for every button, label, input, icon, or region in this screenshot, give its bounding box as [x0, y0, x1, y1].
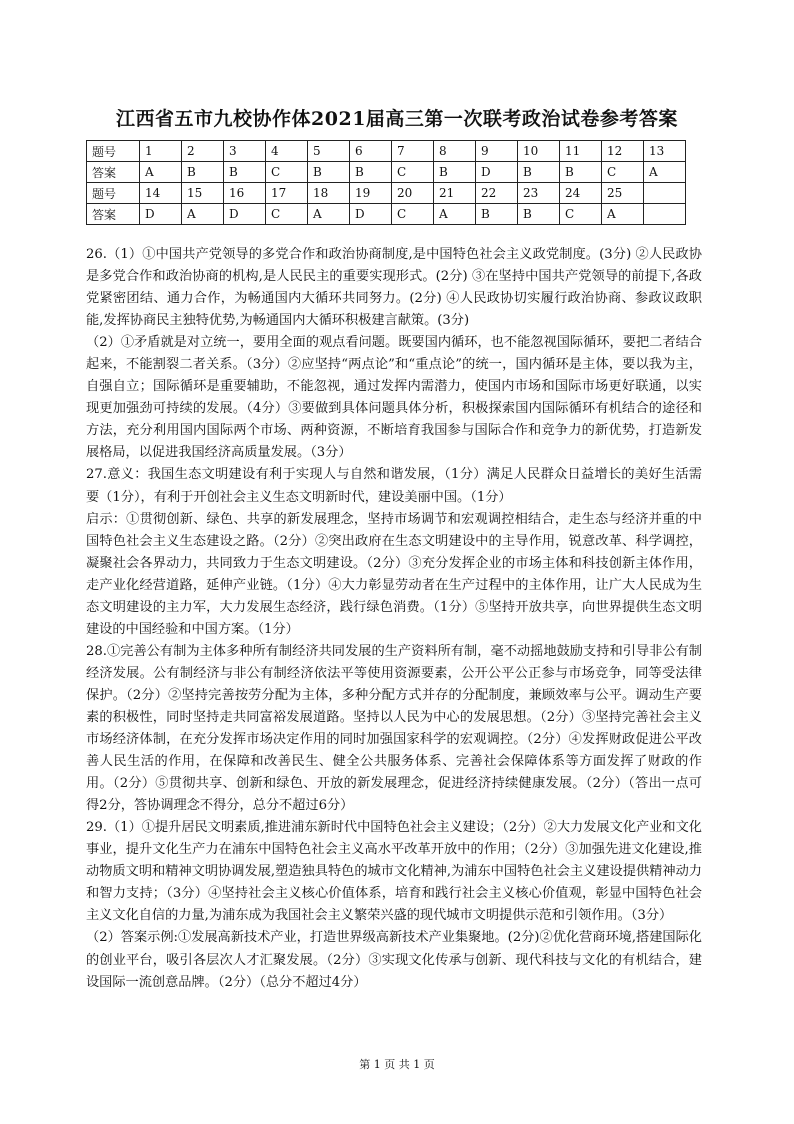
table-cell: B [560, 162, 602, 183]
paragraph-26-1: 26.（1）①中国共产党领导的多党合作和政治协商制度,是中国特色社会主义政党制度。(3分) ②人民政协是多党合作和政治协商的机构,是人民民主的重要实现形式。(2分) ③在坚持中国共产党领导的前提下,各政党紧密团结、通力合作，为畅通国内大循环共同努力。(2分) ④人民政协切实履行政治协商、参政议政职能,发挥协商民主独特优势,为畅通国内大循环积极建言献策。(3分) [86, 247, 702, 329]
table-cell: 18 [308, 183, 350, 204]
row-label: 题号 [87, 183, 140, 204]
table-cell: C [560, 204, 602, 225]
table-cell: D [350, 204, 392, 225]
table-cell: A [602, 204, 644, 225]
table-cell: B [518, 162, 560, 183]
table-cell: B [350, 162, 392, 183]
table-cell: 13 [644, 141, 686, 162]
table-cell [644, 204, 686, 225]
table-row [87, 162, 686, 183]
table-cell: 17 [266, 183, 308, 204]
table-cell: A [140, 162, 182, 183]
page-footer: 第 1 页 共 1 页 [359, 1058, 435, 1071]
table-cell: B [224, 162, 266, 183]
table-cell: 6 [350, 141, 392, 162]
paragraph-27-meaning: 27.意义：我国生态文明建设有利于实现人与自然和谐发展，（1分）满足人民群众日益增长的美好生活需要（1分），有利于开创社会主义生态文明新时代，建设美丽中国。（1分） [86, 467, 702, 505]
table-cell: 3 [224, 141, 266, 162]
table-cell: A [434, 204, 476, 225]
table-cell: B [518, 204, 560, 225]
table-cell: A [308, 204, 350, 225]
table-cell: 1 [140, 141, 182, 162]
table-cell: C [266, 204, 308, 225]
table-cell: 19 [350, 183, 392, 204]
table-cell: D [476, 162, 518, 183]
answer-body [86, 244, 702, 994]
paragraph-29-2: （2）答案示例:①发展高新技术产业，打造世界级高新技术产业集聚地。(2分)②优化营商环境,搭建国际化的创业平台，吸引各层次人才汇聚发展。（2分）③实现文化传承与创新、现代科技与文化的有机结合，建设国际一流创意品牌。（2分）（总分不超过4分） [86, 930, 702, 990]
table-cell: 14 [140, 183, 182, 204]
table-cell: 10 [518, 141, 560, 162]
answer-table [86, 140, 686, 225]
table-cell: A [644, 162, 686, 183]
table-cell: B [308, 162, 350, 183]
table-cell: 23 [518, 183, 560, 204]
paragraph-27-enlightenment: 启示：①贯彻创新、绿色、共享的新发展理念，坚持市场调节和宏观调控相结合，走生态与经济并重的中国特色社会主义生态建设之路。（2分）②突出政府在生态文明建设中的主导作用，锐意改革、科学调控，凝聚社会各界动力，共同致力于生态文明建设。（2分）③充分发挥企业的市场主体和科技创新主体作用，走产业化经营道路，延伸产业链。（1分）④大力彰显劳动者在生产过程中的主体作用，让广大人民成为生态文明建设的主力军，大力发展生态经济，践行绿色消费。（1分）⑤坚持开放共享，向世界提供生态文明建设的中国经验和中国方案。（1分） [86, 511, 702, 637]
row-label: 答案 [87, 204, 140, 225]
table-cell: C [602, 162, 644, 183]
table-cell: 25 [602, 183, 644, 204]
table-cell: 9 [476, 141, 518, 162]
table-row [87, 204, 686, 225]
table-cell: D [140, 204, 182, 225]
table-cell: 11 [560, 141, 602, 162]
table-cell: B [476, 204, 518, 225]
table-cell: 20 [392, 183, 434, 204]
table-cell: A [182, 204, 224, 225]
table-cell: D [224, 204, 266, 225]
table-cell: C [266, 162, 308, 183]
table-cell: 12 [602, 141, 644, 162]
paragraph-28: 28.①完善公有制为主体多种所有制经济共同发展的生产资料所有制，毫不动摇地鼓励支持和引导非公有制经济发展。公有制经济与非公有制经济依法平等使用资源要素，公开公平公正参与市场竞争，同等受法律保护。（2分）②坚持完善按劳分配为主体，多种分配方式并存的分配制度，兼顾效率与公平。调动生产要素的积极性，同时坚持走共同富裕发展道路。坚持以人民为中心的发展思想。（2分）③坚持完善社会主义市场经济体制，在充分发挥市场决定作用的同时加强国家科学的宏观调控。（2分）④发挥财政促进公平改善人民生活的作用，在保障和改善民生、健全公共服务体系、完善社会保障体系等方面发挥了财政的作用。（2分）⑤贯彻共享、创新和绿色、开放的新发展理念，促进经济持续健康发展。（2分）（答出一点可得2分，答协调理念不得分，总分不超过6分） [86, 643, 702, 814]
table-cell: 22 [476, 183, 518, 204]
table-cell [644, 183, 686, 204]
table-cell: 2 [182, 141, 224, 162]
table-row [87, 183, 686, 204]
row-label: 题号 [87, 141, 140, 162]
table-cell: 15 [182, 183, 224, 204]
table-cell: B [434, 162, 476, 183]
table-cell: 16 [224, 183, 266, 204]
table-cell: C [392, 204, 434, 225]
table-cell: 21 [434, 183, 476, 204]
table-cell: 7 [392, 141, 434, 162]
table-cell: 4 [266, 141, 308, 162]
table-cell: C [392, 162, 434, 183]
paragraph-26-2: （2）①矛盾就是对立统一，要用全面的观点看问题。既要国内循环，也不能忽视国际循环，要把二者结合起来，不能割裂二者关系。（3分）②应坚持“两点论”和“重点论”的统一，国内循环是主体，要以我为主，自强自立；国际循环是重要辅助，不能忽视，通过发挥内需潜力，使国内市场和国际市场更好联通，以实现更加强劲可持续的发展。（4分）③要做到具体问题具体分析，积极探索国内国际循环有机结合的途径和方法，充分利用国内国际两个市场、两种资源，不断培育我国参与国际合作和竞争力的新优势，打造新发展格局，以促进我国经济高质量发展。（3分） [86, 335, 702, 461]
table-cell: 5 [308, 141, 350, 162]
paragraph-29-1: 29.（1）①提升居民文明素质,推进浦东新时代中国特色社会主义建设；（2分）②大力发展文化产业和文化事业，提升文化生产力在浦东中国特色社会主义高水平改革开放中的作用；（2分）③加强先进文化建设,推动物质文明和精神文明协调发展,塑造独具特色的城市文化精神,为浦东中国特色社会主义建设提供精神动力和智力支持；（3分）④坚持社会主义核心价值体系，培育和践行社会主义核心价值观，彰显中国特色社会主义文化自信的力量,为浦东成为我国社会主义繁荣兴盛的现代城市文明提供示范和引领作用。（3分） [86, 820, 702, 924]
page-title: 江西省五市九校协作体2021届高三第一次联考政治试卷参考答案 [116, 108, 678, 130]
table-cell: 24 [560, 183, 602, 204]
table-row [87, 141, 686, 162]
row-label: 答案 [87, 162, 140, 183]
table-cell: 8 [434, 141, 476, 162]
table-cell: B [182, 162, 224, 183]
